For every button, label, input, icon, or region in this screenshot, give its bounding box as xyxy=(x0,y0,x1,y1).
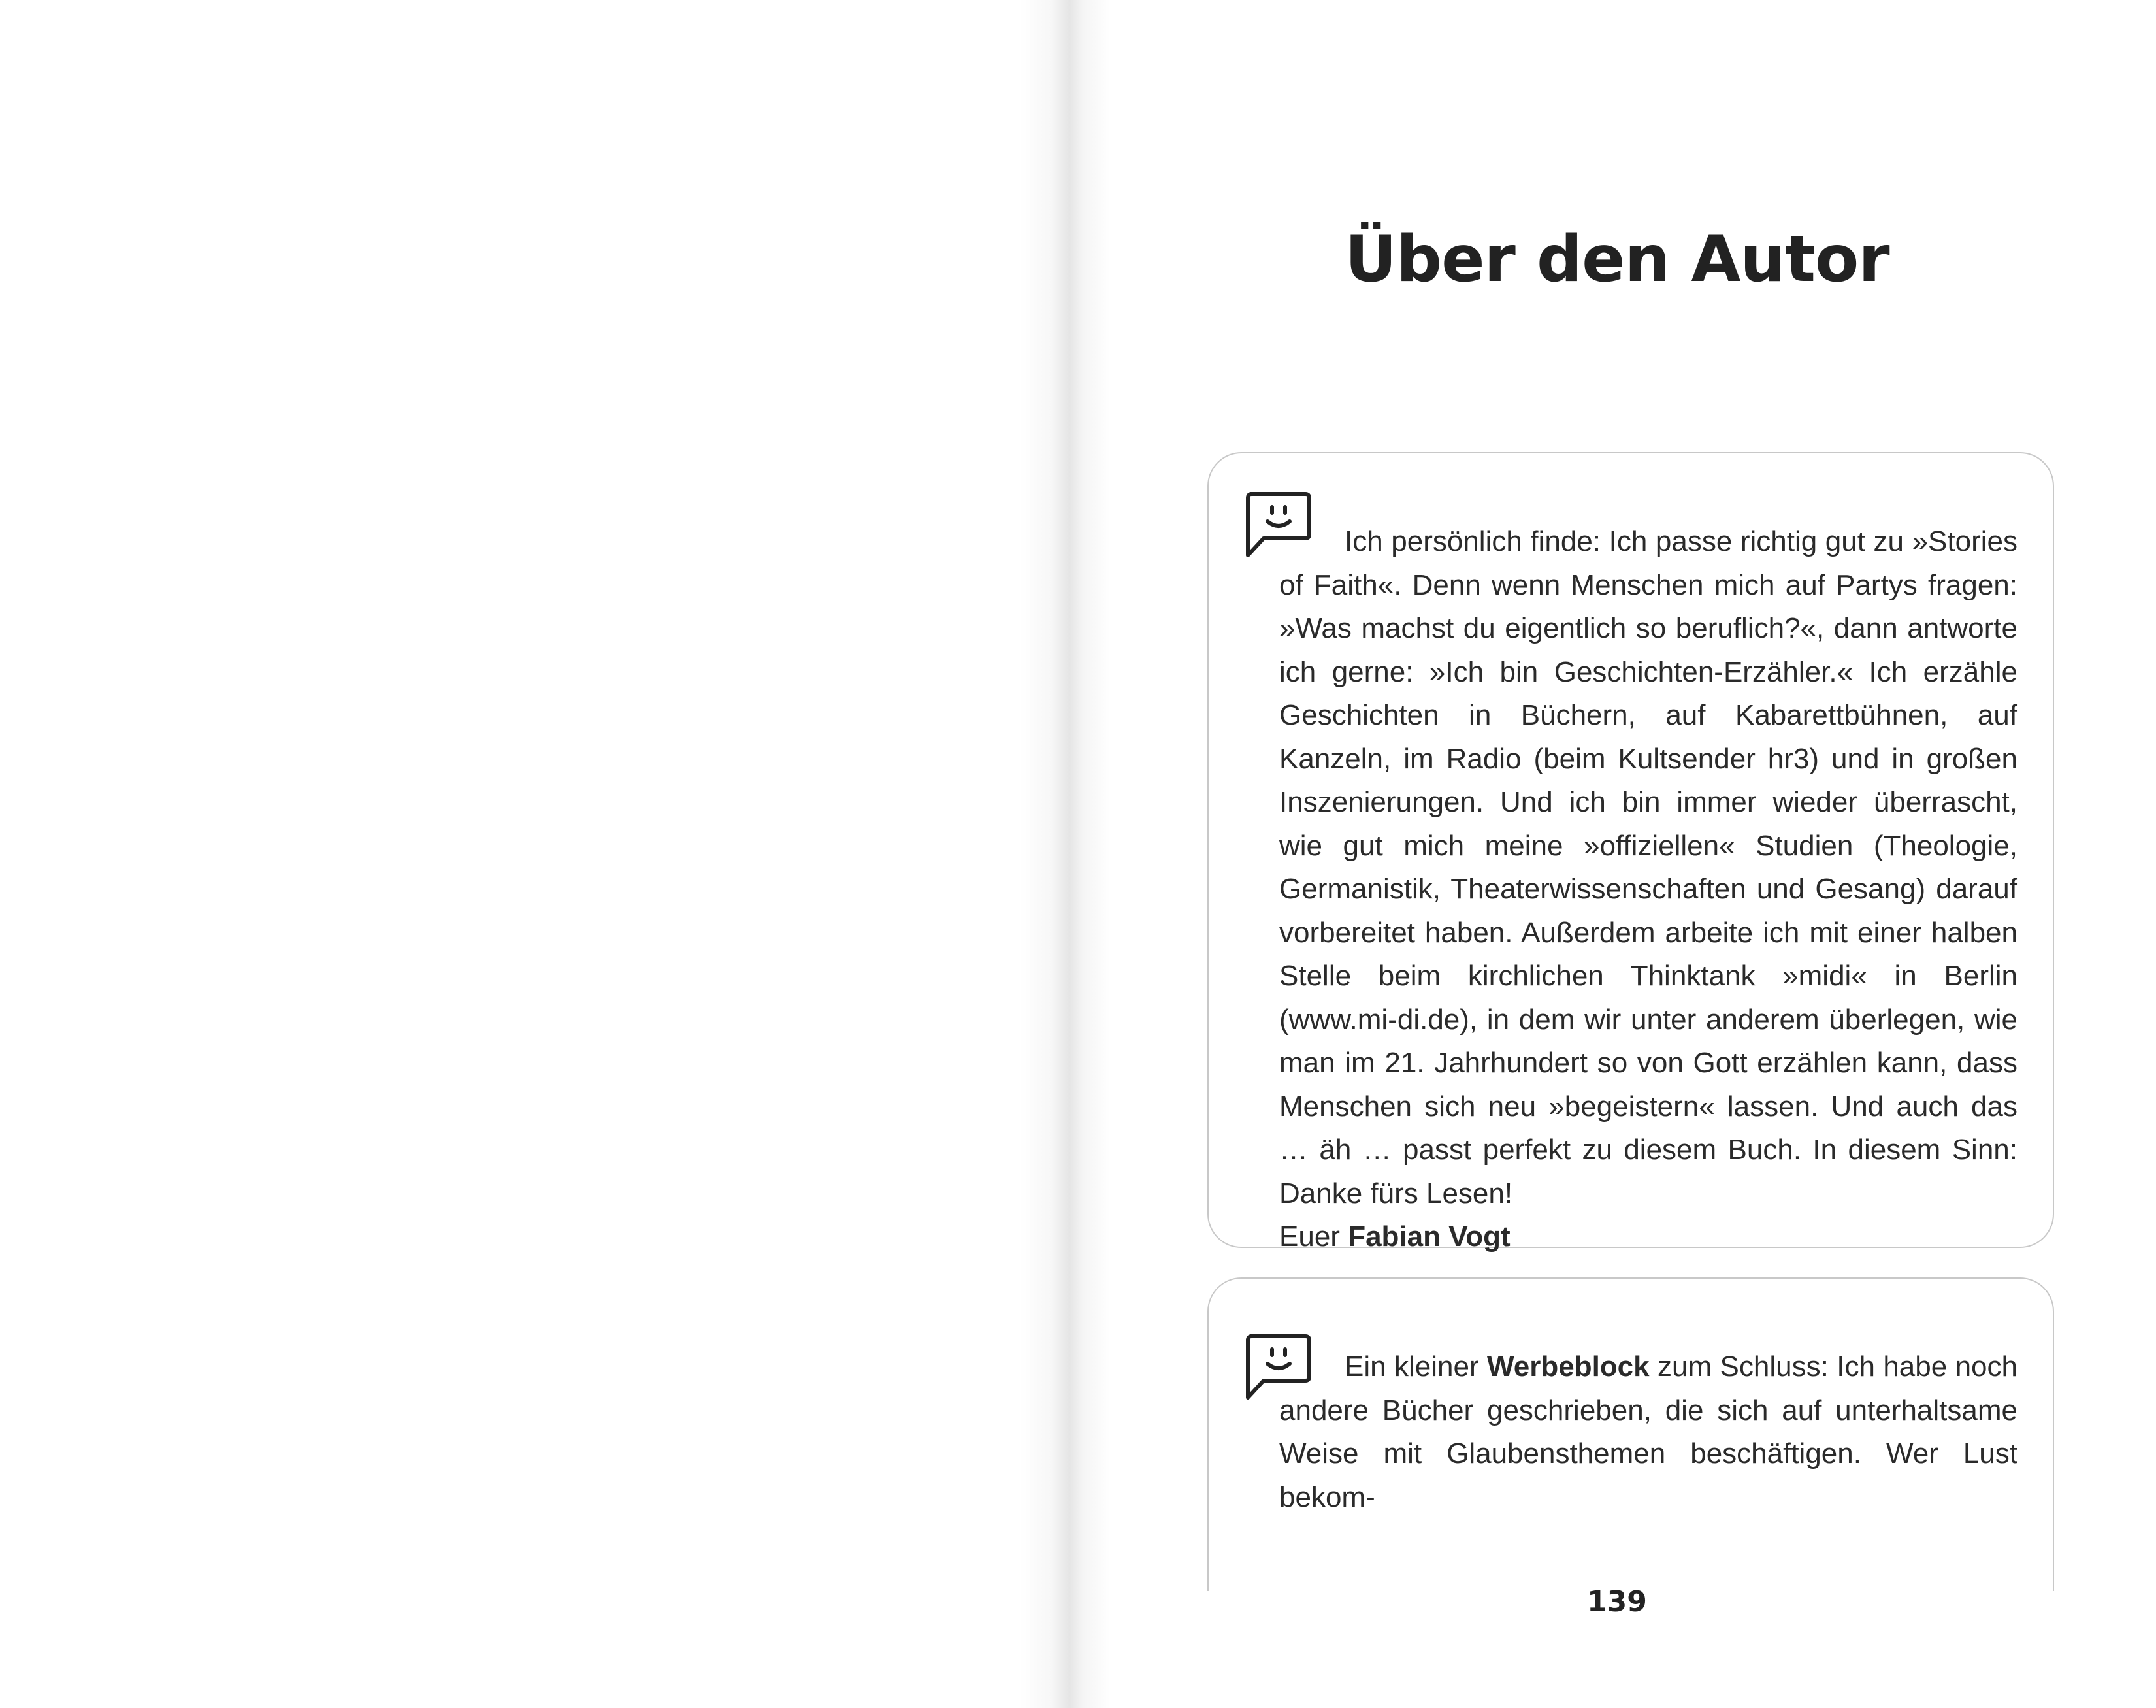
right-page xyxy=(1078,0,2156,1708)
author-name: Fabian Vogt xyxy=(1348,1221,1511,1253)
author-note-box xyxy=(1207,452,2054,1253)
advert-note-box xyxy=(1207,1277,2054,1591)
advert-text-after: zum Schluss: Ich habe noch andere Bücher geschrieben, die sich auf unterhaltsame Weise mit Glaubensthemen beschäftigen. Wer Lust bekom- xyxy=(1279,1351,2018,1513)
page-title: Über den Autor xyxy=(1345,222,1889,297)
advert-note-text xyxy=(1279,1345,2017,1519)
author-note-paragraph: Ich persönlich finde: Ich passe richtig gut zu »Stories of Faith«. Denn wenn Menschen mich auf Partys fragen: »Was machst du eigentlich so beruflich?«, dann antworte ich gerne: »Ich bin Geschichten-Erzähler.« Ich erzähle Geschichten in Büchern, auf Kabarettbühnen, auf Kanzeln, im Radio (beim Kultsender hr3) und in großen Inszenierungen. Und ich bin immer wieder überrascht, wie gut mich meine »offiziellen« Studien (Theologie, Germanistik, Theaterwissenschaften und Gesang) darauf vorbereitet haben. Außerdem arbeite ich mit einer halben Stelle beim kirchlichen Thinktank »midi« in Berlin (www.mi-di.de), in dem wir unter anderem überlegen, wie man im 21. Jahrhundert so von Gott erzählen kann, dass Menschen sich neu »begeistern« lassen. Und auch das … äh … passt perfekt zu diesem Buch. In diesem Sinn: Danke fürs Lesen! xyxy=(1279,525,2017,1209)
signoff-prefix: Euer xyxy=(1279,1221,1340,1253)
author-note-text xyxy=(1279,520,2017,1259)
advert-text-before: Ein kleiner xyxy=(1345,1351,1479,1383)
page-number: 139 xyxy=(1587,1585,1647,1618)
advert-text-bold: Werbeblock xyxy=(1487,1351,1650,1383)
